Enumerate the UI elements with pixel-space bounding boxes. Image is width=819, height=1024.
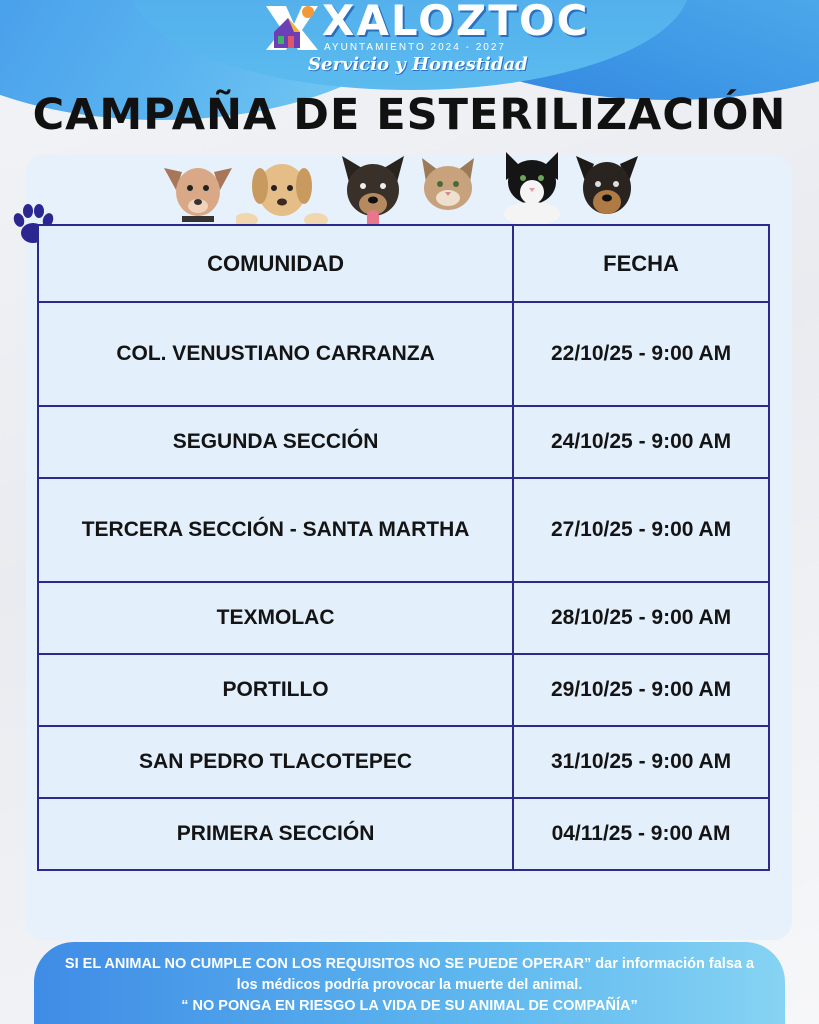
community-cell: TEXMOLAC [38, 582, 513, 654]
community-cell: SAN PEDRO TLACOTEPEC [38, 726, 513, 798]
table-row [38, 726, 769, 798]
date-cell: 29/10/25 - 9:00 AM [513, 654, 769, 726]
community-cell: PRIMERA SECCIÓN [38, 798, 513, 870]
municipal-logo [260, 0, 590, 84]
community-cell: TERCERA SECCIÓN - SANTA MARTHA [38, 478, 513, 582]
table-row [38, 582, 769, 654]
logo-emblem-icon [264, 2, 320, 52]
date-cell: 27/10/25 - 9:00 AM [513, 478, 769, 582]
community-cell: SEGUNDA SECCIÓN [38, 406, 513, 478]
table-row [38, 406, 769, 478]
footer-line-1: SI EL ANIMAL NO CUMPLE CON LOS REQUISITOS NO SE PUEDE OPERAR” dar información falsa a [64, 956, 755, 972]
schedule-table [37, 224, 770, 871]
logo-subtitle: AYUNTAMIENTO 2024 - 2027 [324, 42, 506, 53]
footer-warning [40, 954, 779, 1017]
table-row [38, 302, 769, 406]
date-cell: 24/10/25 - 9:00 AM [513, 406, 769, 478]
footer-line-2: los médicos podría provocar la muerte del animal. [236, 977, 583, 993]
community-cell: PORTILLO [38, 654, 513, 726]
logo-motto: Servicio y Honestidad [308, 54, 528, 75]
date-cell: 31/10/25 - 9:00 AM [513, 726, 769, 798]
footer-line-3: “ NO PONGA EN RIESGO LA VIDA DE SU ANIMAL DE COMPAÑÍA” [181, 998, 638, 1014]
table-row [38, 654, 769, 726]
cat-icon [416, 150, 480, 222]
dog-icon [158, 150, 238, 228]
date-cell: 28/10/25 - 9:00 AM [513, 582, 769, 654]
cat-icon [492, 150, 572, 226]
table-header-row [38, 225, 769, 302]
community-cell: COL. VENUSTIANO CARRANZA [38, 302, 513, 406]
date-cell: 04/11/25 - 9:00 AM [513, 798, 769, 870]
table-row [38, 478, 769, 582]
dog-icon [572, 150, 642, 226]
dog-icon [236, 150, 328, 230]
column-header-date: FECHA [513, 225, 769, 302]
table-row [38, 798, 769, 870]
date-cell: 22/10/25 - 9:00 AM [513, 302, 769, 406]
page-title: CAMPAÑA DE ESTERILIZACIÓN [32, 90, 787, 140]
logo-title: XALOZTOC [322, 0, 590, 45]
column-header-community: COMUNIDAD [38, 225, 513, 302]
